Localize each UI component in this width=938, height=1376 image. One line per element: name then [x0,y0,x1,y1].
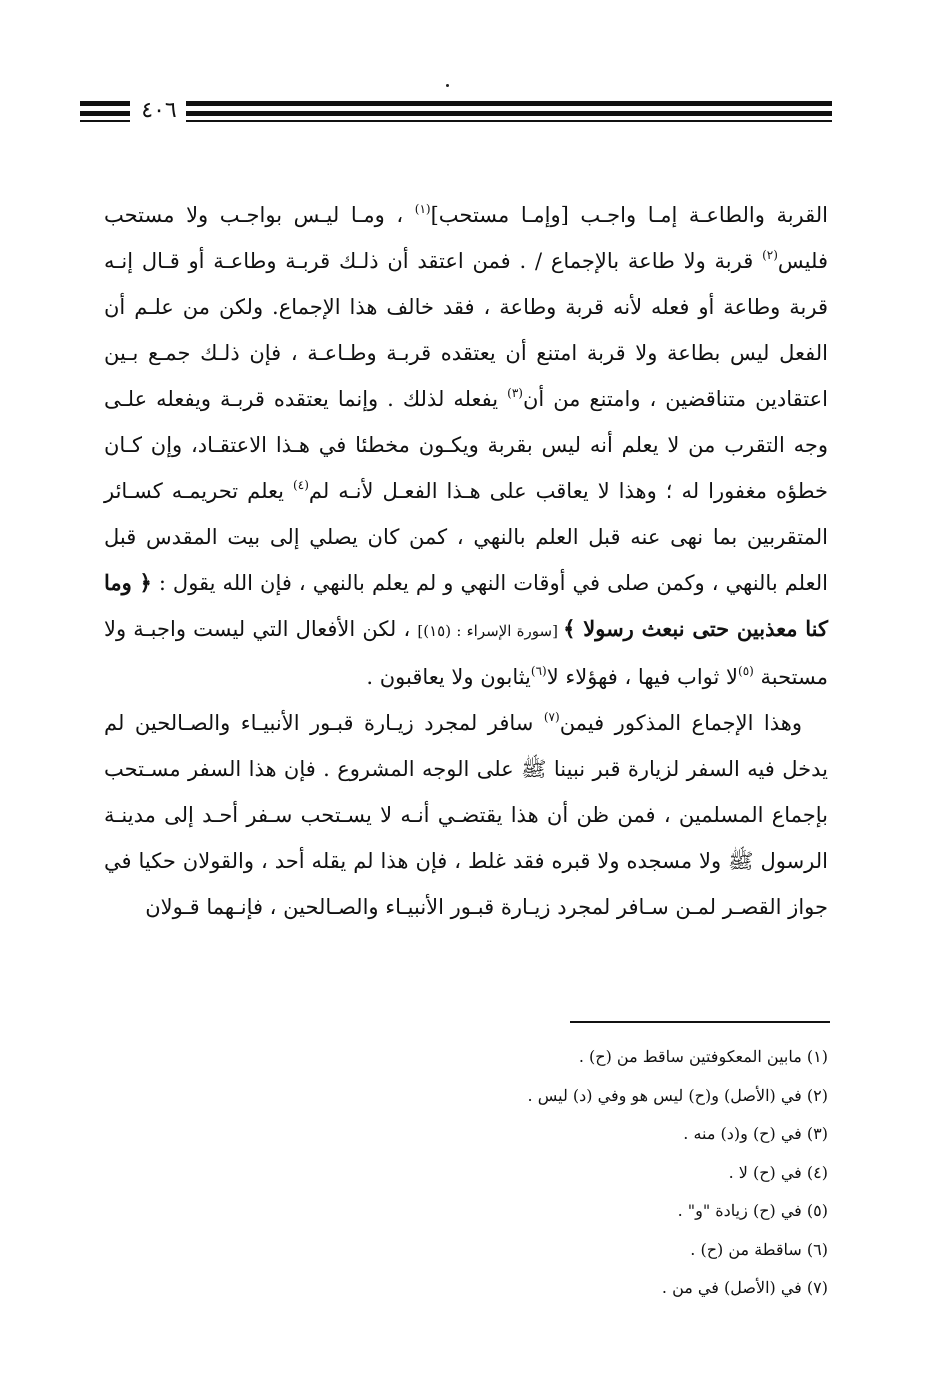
footnote-item: (٢) في (الأصل) و(ح) ليس هو وفي (د) ليس . [527,1085,828,1105]
footnote-ref-2[interactable]: (٢) [762,248,778,262]
footnotes-list [300,1038,828,1308]
footnote-ref-5[interactable]: (٥) [738,664,754,678]
footnote-ref-1[interactable]: (١) [414,202,431,216]
footnote-item: (١) مابين المعكوفتين ساقط من (ح) . [578,1047,828,1066]
footnote-ref-3[interactable]: (٣) [507,386,523,400]
header-rule-left [80,111,130,116]
text-run: سافر لمجرد زيـارة قبـور الأنبيـاء والصـالحين لم يدخل فيه السفر لزيارة قبر نبينا ﷺ على الوجه المشروع . فإن هذا السفر مسـتحب بإجماع المسلمين ، فمن ظن أن هذا يقتضـي أنـه لا يسـتحب سـفر أحـد إلى مدينـة الرسول ﷺ ولا مسجده ولا قبره فقد غلط ، فإن هذا لم يقله أحد ، والقولان حكيا في جواز القصـر لمـن سـافر لمجرد زيـارة قبـور الأنبيـاء والصـالحين ، فإنـهما قـولان [104,711,828,919]
footnote-item: (٣) في (ح) و(د) منه . [683,1124,828,1143]
footnote-ref-4[interactable]: (٤) [293,478,309,492]
header-rule-right [186,111,832,116]
footnote-item: (٤) في (ح) لا . [728,1162,828,1182]
header-rule-right [186,101,832,106]
footnote-divider [570,1021,830,1023]
footnote-item: (٦) ساقطة من (ح) . [690,1239,828,1259]
text-run: لا ثواب فيها ، فهؤلاء لا [546,665,739,689]
text-run: قربة ولا طاعة بالإجماع / . فمن اعتقد أن ذلـك قربـة وطاعـة أو قـال إنـه قربة وطاعة أو فعله لأنه قربة وطاعة ، فقد خالف هذا الإجماع. ولكن من علـم أن الفعل ليس بطاعة ولا قربة امتنع أن يعتقده قربـة وطـاعـة ، فإن ذلـك جمـع بـين اعتقادين متناقضين ، وامتنع من أن [104,249,828,411]
page-number: ٤٠٦ [141,98,177,123]
quran-quote: ﴿ وما كنا معذبين حتى نبعث رسولا ﴾ [104,570,828,641]
text-run: يثابون ولا يعاقبون . [366,665,531,689]
footnote-ref-6[interactable]: (٦) [530,664,547,678]
text-run: يفعله لذلك . وإنما يعتقده قربـة ويفعله علـى وجه التقرب من لا يعلم أنه ليس بقربة ويكـون مخطئا في هـذا الاعتقـاد، وإن كـان خطؤه مغفورا له ؛ وهذا لا يعاقب على هـذا الفعـل لأنـه لم [104,387,829,503]
header-rule-right [186,120,832,122]
text-run: يعلم تحريمـه كسـائر المتقربين بما نهى عنه قبل العلم بالنهي ، كمن كان يصلي إلى بيت المقدس قبل العلم بالنهي ، وكمن صلى في أوقات النهي و لم يعلم بالنهي ، فإن الله يقول : [104,479,829,595]
surah-reference: [سورة الإسراء : (١٥)] [417,622,564,640]
text-run: ، ومـا ليـس بواجـب ولا مستحب فليس [104,203,828,273]
paragraph-1 [104,192,828,700]
footnote-item: (٧) في (الأصل) في من . [661,1278,828,1297]
print-speck [446,84,449,87]
paragraph-2 [104,700,828,930]
text-run: القربة والطاعـة إمـا واجـب [وإمـا مستحب] [430,203,829,227]
header-rule-left [80,120,130,122]
body-text [104,192,828,930]
footnote-ref-7[interactable]: (٧) [543,710,560,724]
text-run: وهذا الإجماع المذكور فيمن [559,711,802,735]
text-run: ، لكن الأفعال التي ليست واجبـة ولا مستحبة [104,617,828,689]
header-rule-left [80,101,130,106]
footnote-item: (٥) في (ح) زيادة "و" . [677,1201,828,1220]
